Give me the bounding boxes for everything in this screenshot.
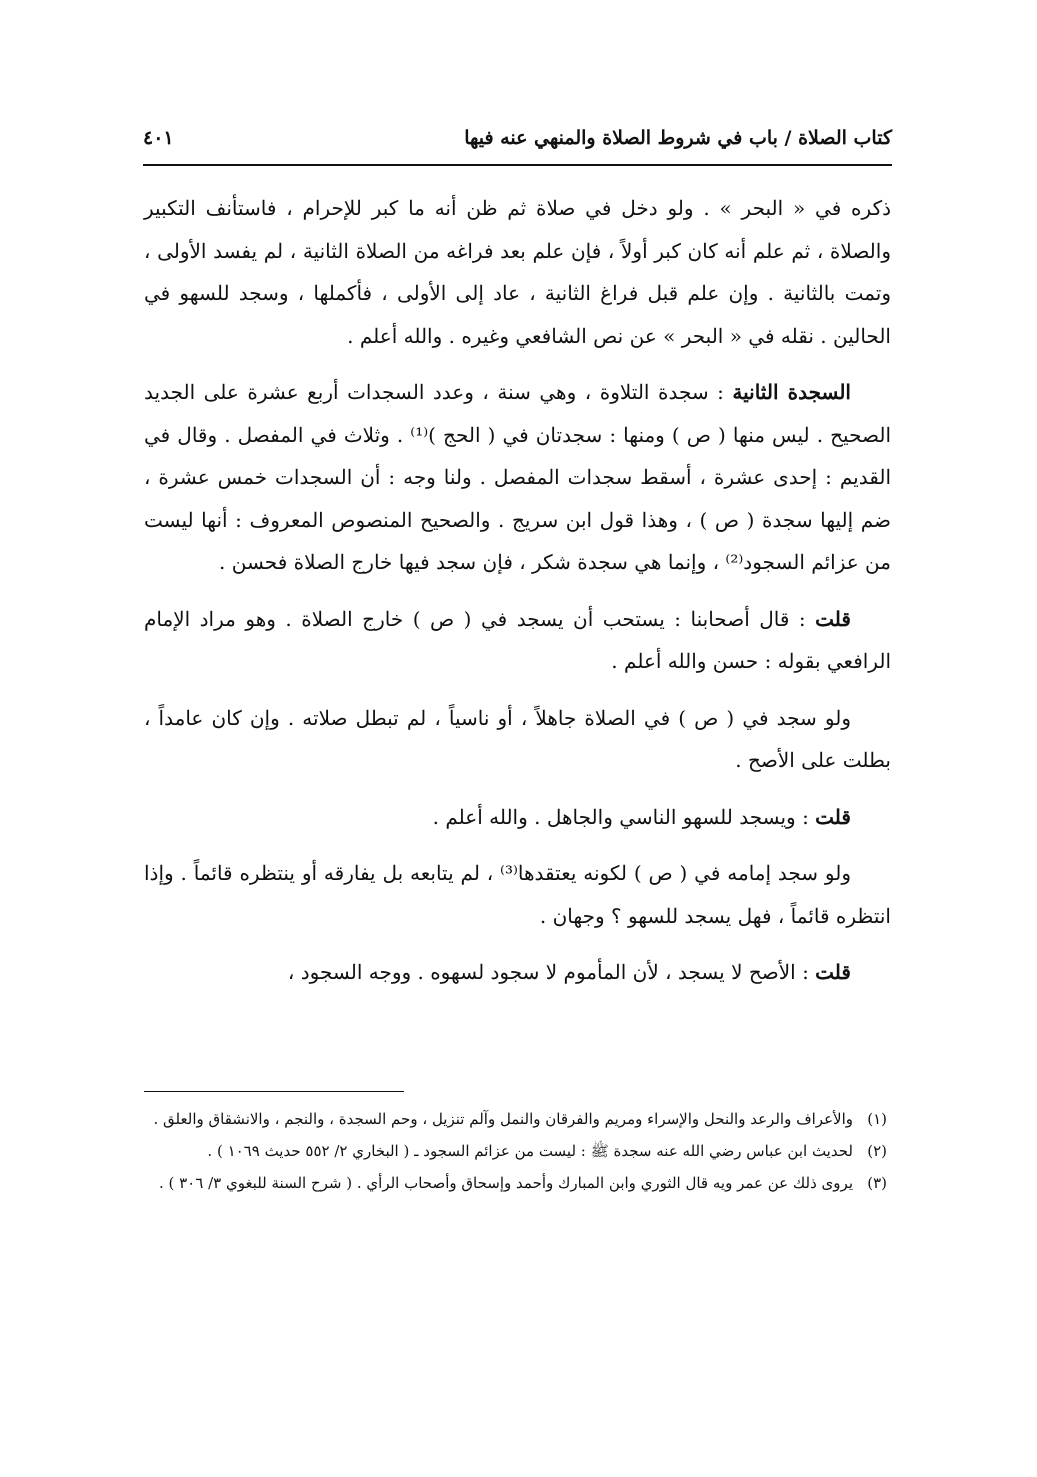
paragraph xyxy=(144,796,891,839)
main-text xyxy=(144,187,891,1008)
footnote-separator xyxy=(144,1091,404,1092)
footnote-text: لحديث ابن عباس رضي الله عنه سجدة ﷺ : ليست من عزائم السجود ـ ( البخاري ٢/ ٥٥٢ حديث ١٠٦٩ ) . xyxy=(207,1142,853,1160)
paragraph-text: : ويسجد للسهو الناسي والجاهل . والله أعلم . xyxy=(432,804,816,829)
footnote-text: يروى ذلك عن عمر ويه قال الثوري وابن المبارك وأحمد وإسحاق وأصحاب الرأي . ( شرح السنة للبغوي ٣/ ٣٠٦ ) . xyxy=(158,1174,853,1192)
footnote-number: (٣) xyxy=(867,1174,887,1192)
footnote-number: (٢) xyxy=(867,1142,887,1160)
footnote xyxy=(144,1170,887,1197)
footnote xyxy=(144,1138,887,1165)
paragraph xyxy=(144,852,891,937)
paragraph-text: ولو سجد في ( ص ) في الصلاة جاهلاً ، أو ناسياً ، لم تبطل صلاته . وإن كان عامداً ، بطلت على الأصح . xyxy=(144,705,891,772)
footnote-number: (١) xyxy=(867,1110,887,1128)
header-title: كتاب الصلاة / باب في شروط الصلاة والمنهي عنه فيها xyxy=(464,127,892,149)
footnotes xyxy=(144,1106,887,1202)
paragraph xyxy=(144,951,891,994)
paragraph xyxy=(144,598,891,683)
paragraph-text: : قال أصحابنا : يستحب أن يسجد في ( ص ) خارج الصلاة . وهو مراد الإمام الرافعي بقوله : حسن والله أعلم . xyxy=(144,606,891,673)
page-number: ٤٠١ xyxy=(143,127,174,149)
footnote-text: والأعراف والرعد والنحل والإسراء ومريم والفرقان والنمل وآلم تنزيل ، وحم السجدة ، والنجم ، والانشقاق والعلق . xyxy=(153,1110,853,1128)
paragraph-lead: قلت xyxy=(815,606,851,631)
paragraph-lead: قلت xyxy=(815,960,851,984)
paragraph-text: ولو سجد إمامه في ( ص ) لكونه يعتقدها⁽³⁾ ، لم يتابعه بل يفارقه أو ينتظره قائماً . وإذا انتظره قائماً ، فهل يسجد للسهو ؟ وجهان . xyxy=(144,861,891,928)
paragraph-lead: السجدة الثانية xyxy=(732,380,851,404)
paragraph xyxy=(144,697,891,782)
header-rule xyxy=(143,164,892,166)
paragraph xyxy=(144,371,891,584)
paragraph-lead: قلت xyxy=(815,804,851,829)
paragraph-text: ذكره في « البحر » . ولو دخل في صلاة ثم ظن أنه ما كبر للإحرام ، فاستأنف التكبير والصلاة ، ثم علم أنه كان كبر أولاً ، فإن علم بعد فراغه من الصلاة الثانية ، لم يفسد الأولى ، وتمت بالثانية . وإن علم قبل فراغ الثانية ، عاد إلى الأولى ، فأكملها ، وسجد للسهو في الحالين . نقله في « البحر » عن نص الشافعي وغيره . والله أعلم . xyxy=(144,196,892,348)
paragraph-text: : سجدة التلاوة ، وهي سنة ، وعدد السجدات أربع عشرة على الجديد الصحيح . ليس منها ( ص ) ومنها : سجدتان في ( الحج )⁽¹⁾ . وثلاث في المفصل . وقال في القديم : إحدى عشرة ، أسقط سجدات المفصل . ولنا وجه : أن السجدات خمس عشرة ، ضم إليها سجدة ( ص ) ، وهذا قول ابن سريج . والصحيح المنصوص المعروف : أنها ليست من عزائم السجود⁽²⁾ ، وإنما هي سجدة شكر ، فإن سجد فيها خارج الصلاة فحسن . xyxy=(144,380,891,574)
paragraph xyxy=(144,187,891,357)
footnote xyxy=(144,1106,887,1133)
running-header xyxy=(143,118,892,158)
paragraph-text: : الأصح لا يسجد ، لأن المأموم لا سجود لسهوه . ووجه السجود ، xyxy=(287,960,816,984)
